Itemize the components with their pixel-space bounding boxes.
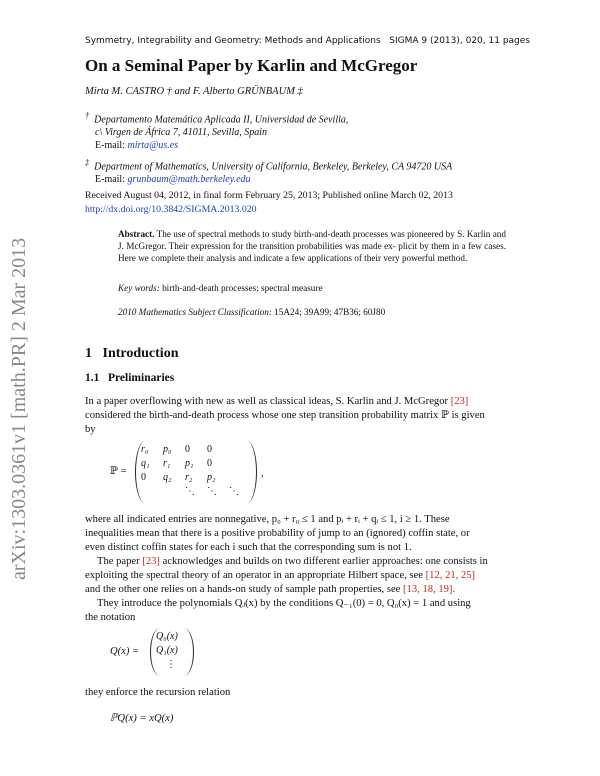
keywords-label: Key words: bbox=[118, 283, 160, 293]
citation-link[interactable]: [23] bbox=[142, 556, 160, 567]
matrix-entry: ⋱ bbox=[185, 486, 195, 497]
affiliation-mark: † bbox=[85, 111, 90, 120]
vector-entry: ⋮ bbox=[166, 659, 176, 670]
doi-link[interactable]: http://dx.doi.org/10.3842/SIGMA.2013.020 bbox=[85, 204, 257, 215]
msc-codes: 15A24; 39A99; 47B36; 60J80 bbox=[274, 307, 386, 317]
section-title: Introduction bbox=[102, 346, 179, 361]
matrix-entry: ⋱ bbox=[229, 486, 239, 497]
email-label: E-mail: bbox=[95, 140, 125, 152]
affiliation-mark: ‡ bbox=[85, 158, 90, 167]
paragraph-1 bbox=[85, 395, 531, 437]
abstract-line: The use of spectral methods to study birth-and-death processes was pioneered bbox=[156, 229, 444, 239]
matrix-entry: 0 bbox=[207, 444, 212, 455]
abstract bbox=[118, 228, 506, 264]
running-header-journal: Symmetry, Integrability and Geometry: Methods and Applications bbox=[85, 36, 381, 46]
paper-title: On a Seminal Paper by Karlin and McGregor bbox=[85, 56, 418, 75]
section-heading bbox=[85, 346, 178, 362]
vector-label: Q(x) = bbox=[110, 646, 140, 657]
msc bbox=[118, 307, 385, 317]
affiliation-2 bbox=[85, 156, 452, 186]
matrix-entry: ⋱ bbox=[207, 486, 217, 497]
vector-entry: Q₀(x) bbox=[156, 631, 178, 642]
matrix-entry: p₂ bbox=[207, 472, 216, 483]
paragraph-line: inequalities mean that there is a positive probability of jump to an (ignored) coffin state, or bbox=[85, 528, 470, 539]
matrix-entry: r₂ bbox=[185, 472, 193, 483]
email-link[interactable]: grunbaum@math.berkeley.edu bbox=[127, 174, 251, 186]
abstract-line: of their very powerful method. bbox=[354, 253, 468, 263]
running-header-ref: SIGMA 9 (2013), 020, 11 pages bbox=[389, 36, 530, 46]
subsection-number: 1.1 bbox=[85, 372, 100, 384]
abstract-line: by S. Karlin and J. McGregor. Their expression for the transition probabilities was made ex- bbox=[118, 229, 506, 251]
paragraph-line: In a paper overflowing with new as well as classical ideas, S. Karlin and J. McGregor bbox=[85, 396, 449, 407]
subsection-title: Preliminaries bbox=[108, 372, 175, 384]
paragraph-text: acknowledges and builds on two different earlier approaches: one consists in bbox=[162, 556, 488, 567]
matrix-entry: 0 bbox=[207, 458, 212, 469]
paragraph-text: and the other one relies on a hands-on study of sample path properties, see bbox=[85, 584, 401, 595]
paragraph-2 bbox=[85, 513, 531, 555]
matrix-entry: q₁ bbox=[141, 458, 150, 469]
matrix-entry: 0 bbox=[141, 472, 146, 483]
affiliation-line: c\ Virgen de África 7, 41011, Sevilla, Spain bbox=[95, 127, 268, 139]
paragraph-line: They introduce the polynomials Qⱼ(x) by the conditions Q₋₁(0) = 0, Q₀(x) = 1 and using bbox=[97, 598, 471, 609]
abstract-line: plicit by them in a few cases. Here we complete their analysis and indicate a few applications bbox=[118, 241, 506, 263]
matrix-entry: 0 bbox=[185, 444, 190, 455]
matrix-entry: p₀ bbox=[163, 444, 172, 455]
email-label: E-mail: bbox=[95, 174, 125, 186]
citation-link[interactable]: [12, 21, 25] bbox=[425, 570, 476, 581]
keywords-text: birth-and-death processes; spectral measure bbox=[162, 283, 323, 293]
email-link[interactable]: mirta@us.es bbox=[127, 140, 179, 152]
paragraph-line: where all indicated entries are nonnegative, p₀ + r₀ ≤ 1 and pᵢ + rᵢ + qᵢ ≤ 1, i ≥ 1. These bbox=[85, 514, 450, 525]
paragraph-line: even distinct coffin states for each i such that the corresponding sum is not 1. bbox=[85, 542, 412, 553]
paragraph-line: the notation bbox=[85, 612, 136, 623]
abstract-label: Abstract. bbox=[118, 229, 155, 239]
paragraph-text: The paper bbox=[97, 556, 140, 567]
matrix-entry: r₁ bbox=[163, 458, 171, 469]
equation: ℙQ(x) = xQ(x) bbox=[110, 713, 174, 724]
received-dates: Received August 04, 2012, in final form February 25, 2013; Published online March 02, 2013 bbox=[85, 190, 453, 201]
arxiv-sidebar-stamp: arXiv:1303.0361v1 [math.PR] 2 Mar 2013 bbox=[8, 237, 30, 580]
vector-entry: Q₁(x) bbox=[156, 645, 178, 656]
subsection-heading bbox=[85, 372, 174, 384]
paragraph-line: considered the birth-and-death process whose one step transition probability matrix ℙ is given bbox=[85, 410, 485, 421]
keywords bbox=[118, 283, 323, 293]
paragraph-text: exploiting the spectral theory of an operator in an appropriate Hilbert space, see bbox=[85, 570, 423, 581]
affiliation-line: Department of Mathematics, University of California, Berkeley, Berkeley, CA 94720 USA bbox=[94, 161, 453, 173]
authors: Mirta M. CASTRO † and F. Alberto GRÜNBAUM ‡ bbox=[85, 86, 303, 97]
vector-q bbox=[156, 630, 178, 672]
citation-link[interactable]: [13, 18, 19]. bbox=[403, 584, 456, 595]
matrix-label: ℙ = bbox=[110, 466, 127, 477]
paragraph-3 bbox=[85, 555, 531, 597]
paragraph-5: they enforce the recursion relation bbox=[85, 687, 231, 698]
matrix-entry: r₀ bbox=[141, 444, 149, 455]
paragraph-line: by bbox=[85, 424, 96, 435]
matrix-entry: p₁ bbox=[185, 458, 194, 469]
msc-label: 2010 Mathematics Subject Classification: bbox=[118, 307, 272, 317]
citation-link[interactable]: [23] bbox=[450, 396, 469, 407]
affiliation-1 bbox=[85, 109, 348, 152]
matrix-entry: q₂ bbox=[163, 472, 172, 483]
paragraph-4 bbox=[85, 597, 531, 625]
section-number: 1 bbox=[85, 346, 92, 361]
affiliation-line: Departamento Matemática Aplicada II, Universidad de Sevilla, bbox=[94, 114, 349, 126]
